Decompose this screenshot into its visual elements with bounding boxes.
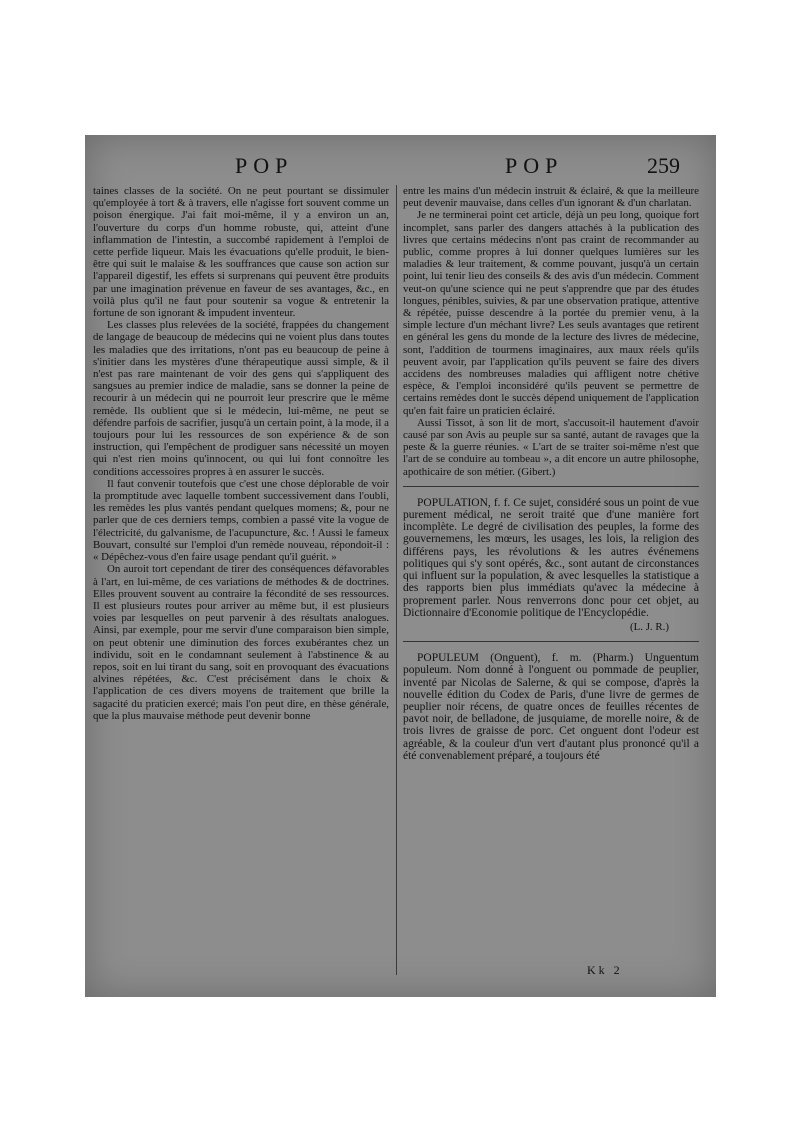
paragraph: entre les mains d'un médecin instruit & éclairé, & que la meilleure peut devenir mauvaise, dans celles d'un ignorant & d'un charlatan. [403, 185, 699, 210]
scanned-page [85, 135, 716, 997]
running-head [85, 153, 716, 183]
paragraph: Je ne terminerai point cet article, déjà un peu long, quoique fort incomplet, sans parler des dangers attachés à la publication des livres que certains médecins n'ont pas craint de recommander au public, comme propres à lui donner quelques lumières sur les maladies & leur traitement, & comme pouvant, jusqu'à un certain point, lui tenir lieu des conseils & des avis d'un médecin. Comment veut-on qu'une science qui ne peut s'apprendre que par des études longues, pénibles, suivies, & par une observation pratique, attentive & répétée, puisse descendre à la portée du premier venu, à la simple lecture d'un méchant livre? Les seuls avantages que retirent en général les gens du monde de la lecture des livres de médecine, sont, l'addition de tourmens imaginaires, aux maux réels qu'ils peuvent avoir, par l'application qu'ils peuvent se faire des divers accidens des nombreuses maladies qui affligent notre chétive espèce, & l'emploi inconsidéré qu'ils peuvent se permettre de certains remèdes dont le succès dépend uniquement de l'application qu'en fait faire un praticien éclairé. [403, 209, 699, 417]
left-column [93, 185, 389, 722]
paragraph: On auroit tort cependant de tirer des conséquences défavorables à l'art, en lui-même, de ces variations de méthodes & de doctrines. Elles prouvent souvent au contraire la fécondité de ses ressources. Il est plusieurs routes pour arriver au même but, il est plusieurs voies par lesquelles on peut parvenir à des résultats analogues. Ainsi, par exemple, pour me servir d'une comparaison bien simple, on peut obtenir une diminution des forces exubérantes chez un individu, soit en le condamnant seulement à l'abstinence & au repos, soit en lui tirant du sang, soit en provoquant des évacuations alvines répétées, &c. C'est précisément dans le choix & l'application de ces divers moyens de traitement que brille la sagacité du praticien exercé; mais l'on peut dire, en thèse générale, que la plus mauvaise méthode peut devenir bonne [93, 563, 389, 722]
section-rule [403, 641, 699, 642]
entry-populeum: POPULEUM (Onguent), f. m. (Pharm.) Unguentum populeum. Nom donné à l'onguent ou pommade de peuplier, inventé par Nicolas de Salerne, & qui se compose, d'après la nouvelle édition du Codex de Paris, d'une livre de germes de peuplier noir récens, de quatre onces de feuilles récentes de pavot noir, de belladone, de jusquiame, de morelle noire, & de trois livres de graisse de porc. Cet onguent dont l'odeur est agréable, & la couleur d'un vert d'autant plus prononcé qu'il a été convenablement préparé, a toujours été [403, 652, 699, 762]
author-signature: (L. J. R.) [629, 620, 669, 633]
entry-population: POPULATION, f. f. Ce sujet, considéré sous un point de vue purement médical, ne seroit traité que d'une manière fort incomplète. Le degré de civilisation des peuples, la forme des gouvernemens, les mœurs, les usages, les lois, la religion des différens pays, les révolutions & les autres événemens politiques qui s'y sont opérés, &c., sont autant de circonstances qui influent sur la population, & avec lesquelles la statistique a des rapports bien plus immédiats qu'avec la médecine à proprement parler. Nous renverrons donc pour cet objet, au Dictionnaire d'Economie politique de l'Encyclopédie. [403, 496, 699, 619]
right-column [403, 185, 699, 762]
running-head-right: POP [505, 153, 564, 178]
running-head-left: POP [235, 153, 294, 178]
page-number: 259 [647, 153, 680, 178]
paragraph: Il faut convenir toutefois que c'est une chose déplorable de voir la promptitude avec laquelle tombent successivement dans l'oubli, les remèdes les plus vantés pendant quelques momens; &, pour ne parler que de ces derniers temps, combien a passé vite la vogue de l'électricité, du galvanisme, de l'acupuncture, &c. ! Aussi le fameux Bouvart, consulté sur l'emploi d'un remède nouveau, répondoit-il : « Dépêchez-vous d'en faire usage pendant qu'il guérit. » [93, 477, 389, 564]
paragraph: taines classes de la société. On ne peut pourtant se dissimuler qu'employée à tort & à travers, elle n'agisse fort souvent comme un poison énergique. J'ai fait moi-même, il y a environ un an, l'ouverture du corps d'un homme robuste, qui, atteint d'une inflammation de l'intestin, a succombé rapidement à l'emploi de cette perfide liqueur. Mais les évacuations qu'elle produit, le bien-être qui suit le malaise & les souffrances que cause son action sur l'appareil digestif, les effets si surprenans qui peuvent être produits par une imagination prévenue en faveur de ses avantages, &c., en voilà plus qu'il ne faut pour soutenir sa vogue & entretenir la fortune de son ignorant & impudent inventeur. [93, 185, 389, 320]
section-rule [403, 486, 699, 487]
signature-mark: Kk 2 [587, 963, 623, 977]
paragraph: Les classes plus relevées de la société, frappées du changement de langage de beaucoup de médecins qui ne voient plus dans toutes les maladies que des irritations, n'ont pas eu beaucoup de peine à s'initier dans les mystères d'une thérapeutique aussi simple, & il n'est pas rare maintenant de voir des gens qui s'appliquent des sangsues au premier indice de maladie, sans se donner la peine de recourir à un médecin qui ne pourroit leur prescrire que le même remède. Ils oublient que si le médecin, lui-même, ne peut se défendre parfois de sacrifier, jusqu'à un certain point, à la mode, il a toujours pour lui les ressources de son expérience & de son instruction, qui l'empêchent de prodiguer sans nécessité un moyen qui n'est rien moins qu'innocent, ou qui lui font connoître les conditions accessoires propres à en assurer le succès. [93, 319, 389, 478]
column-divider [396, 185, 397, 975]
paragraph: Aussi Tissot, à son lit de mort, s'accusoit-il hautement d'avoir causé par son Avis au peuple sur sa santé, autant de ravages que la peste & la guerre réunies. « L'art de se traiter soi-même n'est que l'art de se conduire au tombeau », a dit encore un autre philosophe, apothicaire de son métier. (Gibert.) [403, 416, 699, 478]
